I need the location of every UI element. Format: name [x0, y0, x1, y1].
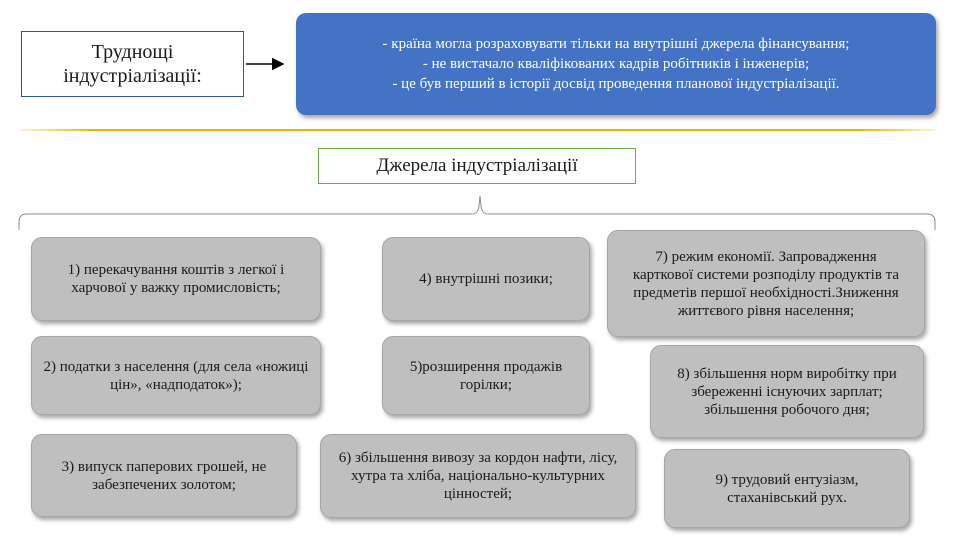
source-item-9: 9) трудовий ентузіазм, стаханівський рух. — [664, 449, 910, 528]
source-item-6: 6) збільшення вивозу за кордон нафти, лісу, хутра та хліба, національно-культурних цінностей; — [320, 434, 636, 518]
source-item-7: 7) режим економії. Запровадження карткової системи розподілу продуктів та предметів першої необхідності.Зниження життєвого рівня населення; — [607, 230, 925, 337]
sources-title: Джерела індустріалізації — [318, 148, 636, 184]
source-item-4: 4) внутрішні позики; — [382, 237, 590, 321]
source-item-5: 5)розширення продажів горілки; — [382, 336, 590, 415]
grouping-brace — [19, 196, 935, 230]
difficulties-box — [296, 13, 936, 115]
difficulty-item: - не вистачало кваліфікованих кадрів робітників і інженерів; — [422, 56, 810, 72]
source-item-8: 8) збільшення норм виробітку при збереженні існуючих зарплат; збільшення робочого дня; — [650, 345, 924, 438]
source-item-2: 2) податки з населення (для села «ножиці цін», «надподаток»); — [31, 336, 321, 415]
difficulty-item: - країна могла розраховувати тільки на внутрішні джерела фінансування; — [382, 36, 850, 52]
difficulty-item: - це був перший в історії досвід проведення планової індустріалізації. — [392, 76, 840, 92]
separator-line — [20, 129, 935, 131]
source-item-3: 3) випуск паперових грошей, не забезпечених золотом; — [31, 434, 297, 517]
source-item-1: 1) перекачування коштів з легкої і харчової у важку промисловість; — [31, 237, 321, 321]
difficulties-title: Труднощі індустріалізації: — [21, 31, 244, 97]
